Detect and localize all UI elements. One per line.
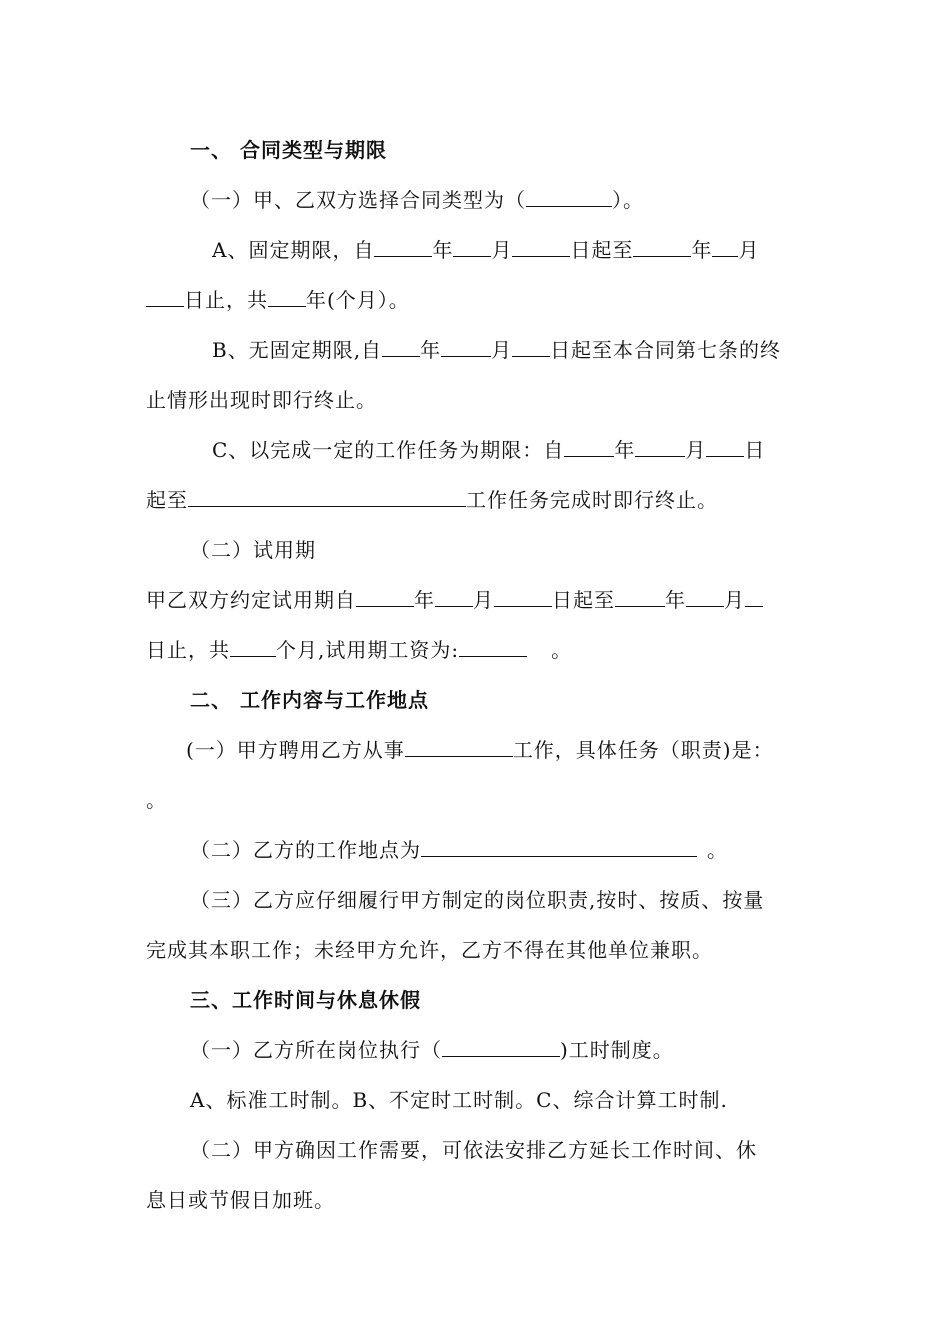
section-3-title: 三、工作时间与休息休假	[190, 988, 421, 1012]
duties-line-2: 完成其本职工作；未经甲方允许，乙方不得在其他单位兼职。	[146, 938, 713, 962]
contract-type-line: （一）甲、乙双方选择合同类型为（ ）。	[190, 188, 644, 212]
blank[interactable]	[635, 438, 685, 457]
blank[interactable]	[633, 238, 691, 257]
section-2-title: 二、 工作内容与工作地点	[190, 688, 429, 712]
overtime-line-2: 息日或节假日加班。	[146, 1188, 335, 1212]
blank[interactable]	[374, 238, 432, 257]
blank[interactable]	[453, 238, 491, 257]
blank[interactable]	[564, 438, 614, 457]
probation-line-2: 日止，共 个月,试用期工资为: 。	[146, 638, 573, 662]
blank[interactable]	[615, 588, 665, 607]
work-location-line: （二）乙方的工作地点为 。	[190, 838, 728, 862]
blank[interactable]	[494, 588, 552, 607]
job-blank[interactable]	[405, 738, 513, 757]
hours-blank[interactable]	[442, 1038, 560, 1057]
task-term-line-1: C、以完成一定的工作任务为期限：自 年 月 日	[212, 438, 766, 462]
task-blank[interactable]	[188, 488, 466, 507]
location-blank[interactable]	[421, 838, 697, 857]
fixed-term-line-1: A、固定期限，自 年 月 日起至 年 月	[212, 238, 760, 262]
open-term-line-1: B、无固定期限,自 年 月 日起至本合同第七条的终	[212, 338, 782, 362]
probation-line-1: 甲乙双方约定试用期自 年 月 日起至 年 月	[146, 586, 763, 614]
blank[interactable]	[382, 338, 420, 357]
blank[interactable]	[146, 288, 184, 307]
job-content-line-1: (一）甲方聘用乙方从事 工作，具体任务（职责)是：	[186, 738, 774, 762]
hours-options-line: A、标准工时制。B、不定时工时制。C、综合计算工时制.	[190, 1088, 728, 1112]
blank[interactable]	[435, 588, 473, 607]
wage-blank[interactable]	[459, 638, 527, 657]
blank[interactable]	[745, 588, 763, 607]
task-term-line-2: 起至 工作任务完成时即行终止。	[146, 488, 718, 512]
blank[interactable]	[706, 438, 744, 457]
blank[interactable]	[230, 638, 276, 657]
probation-heading: （二）试用期	[190, 538, 316, 562]
blank[interactable]	[268, 288, 306, 307]
open-term-line-2: 止情形出现时即行终止。	[146, 388, 377, 412]
blank[interactable]	[441, 338, 491, 357]
hours-system-line: （一）乙方所在岗位执行（ )工时制度。	[190, 1038, 674, 1062]
duties-line-1: （三）乙方应仔细履行甲方制定的岗位职责,按时、按质、按量	[190, 888, 765, 912]
overtime-line-1: （二）甲方确因工作需要，可依法安排乙方延长工作时间、休	[190, 1138, 757, 1162]
section-1-title: 一、 合同类型与期限	[190, 138, 387, 162]
blank[interactable]	[356, 588, 414, 607]
fixed-term-line-2: 日止，共 年(个月）。	[146, 286, 410, 314]
blank[interactable]	[686, 588, 724, 607]
blank[interactable]	[512, 238, 570, 257]
blank[interactable]	[712, 238, 738, 257]
blank[interactable]	[512, 338, 550, 357]
contract-type-blank[interactable]	[526, 188, 612, 207]
job-content-line-2: 。	[146, 788, 167, 812]
